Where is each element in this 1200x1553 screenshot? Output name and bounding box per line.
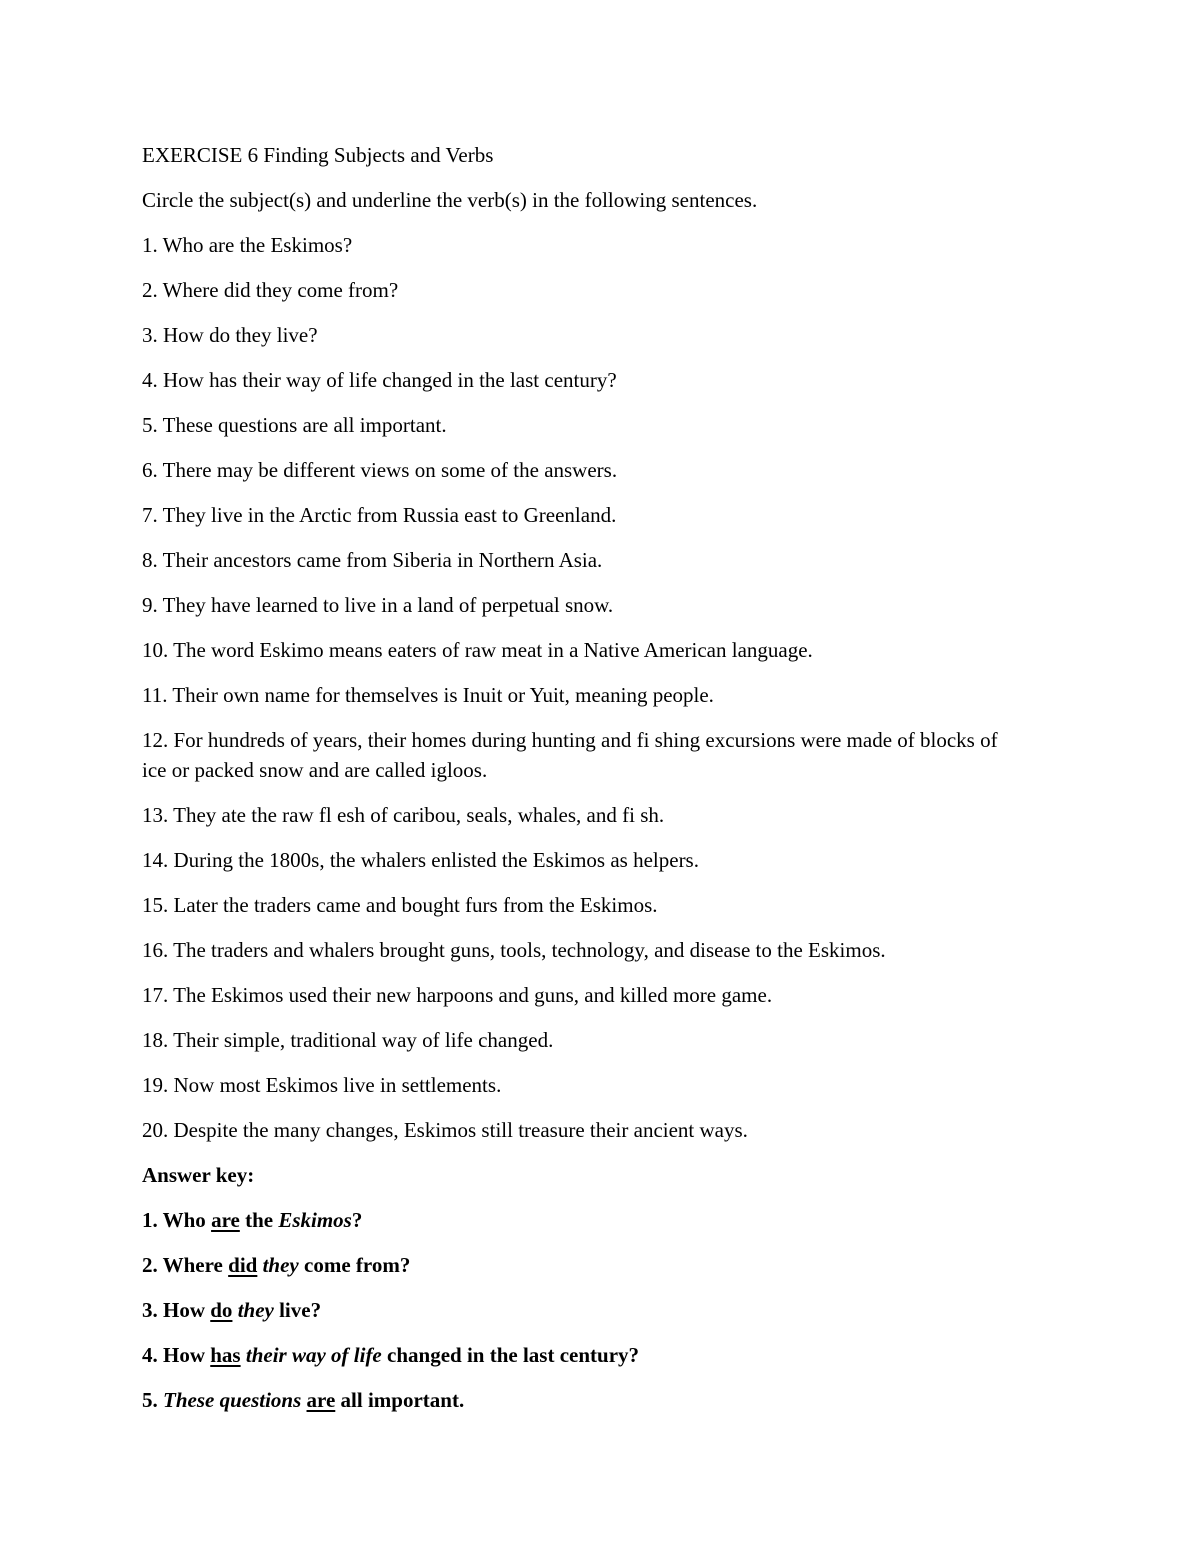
sentence-14: 14. During the 1800s, the whalers enlisted the Eskimos as helpers. [142,848,699,872]
sentence-3: 3. How do they live? [142,323,318,347]
answer-text: live? [273,1298,322,1322]
exercise-instructions: Circle the subject(s) and underline the verb(s) in the following sentences. [142,188,758,212]
answer-verb: do [210,1298,233,1322]
answer-subject: they [262,1253,299,1277]
sentence-4: 4. How has their way of life changed in the last century? [142,368,617,392]
answer-subject: Eskimos [278,1208,352,1232]
sentence-19: 19. Now most Eskimos live in settlements. [142,1073,502,1097]
sentence-7: 7. They live in the Arctic from Russia east to Greenland. [142,503,617,527]
answer-text: 1. Who [142,1208,212,1232]
exercise-title: EXERCISE 6 Finding Subjects and Verbs [142,143,494,167]
answer-verb: are [306,1388,336,1412]
sentence-8: 8. Their ancestors came from Siberia in Northern Asia. [142,548,603,572]
answer-subject: These questions [163,1388,302,1412]
answer-verb: has [210,1343,241,1367]
answer-text: all important. [335,1388,465,1412]
answer-text: the [239,1208,279,1232]
answer-verb: did [228,1253,258,1277]
answer-text: 5. [142,1388,163,1412]
answer-text: 3. How [142,1298,211,1322]
answer-text: 4. How [142,1343,211,1367]
sentence-20: 20. Despite the many changes, Eskimos still treasure their ancient ways. [142,1118,748,1142]
sentence-15: 15. Later the traders came and bought furs from the Eskimos. [142,893,658,917]
sentence-18: 18. Their simple, traditional way of life changed. [142,1028,554,1052]
answer-2 [142,1250,1042,1280]
answer-5 [142,1385,1042,1415]
answer-subject: their way of life [245,1343,382,1367]
document-page [142,140,1042,1430]
sentence-12: 12. For hundreds of years, their homes during hunting and fi shing excursions were made of blocks of ice or packed snow and are called igloos. [142,728,998,782]
sentence-10: 10. The word Eskimo means eaters of raw meat in a Native American language. [142,638,813,662]
sentence-16: 16. The traders and whalers brought guns, tools, technology, and disease to the Eskimos. [142,938,886,962]
sentence-13: 13. They ate the raw fl esh of caribou, seals, whales, and fi sh. [142,803,665,827]
answer-text: changed in the last century? [381,1343,640,1367]
sentence-6: 6. There may be different views on some of the answers. [142,458,618,482]
answer-3 [142,1295,1042,1325]
answer-text: 2. Where [142,1253,229,1277]
answer-4 [142,1340,1042,1370]
answer-key-heading: Answer key: [142,1163,255,1187]
sentence-9: 9. They have learned to live in a land of perpetual snow. [142,593,614,617]
answer-text: come from? [298,1253,411,1277]
answer-verb: are [211,1208,240,1232]
sentence-17: 17. The Eskimos used their new harpoons and guns, and killed more game. [142,983,773,1007]
answer-1 [142,1205,1042,1235]
sentence-5: 5. These questions are all important. [142,413,447,437]
answer-text: ? [351,1208,363,1232]
sentence-2: 2. Where did they come from? [142,278,399,302]
sentence-1: 1. Who are the Eskimos? [142,233,353,257]
sentence-11: 11. Their own name for themselves is Inuit or Yuit, meaning people. [142,683,714,707]
answer-subject: they [237,1298,274,1322]
